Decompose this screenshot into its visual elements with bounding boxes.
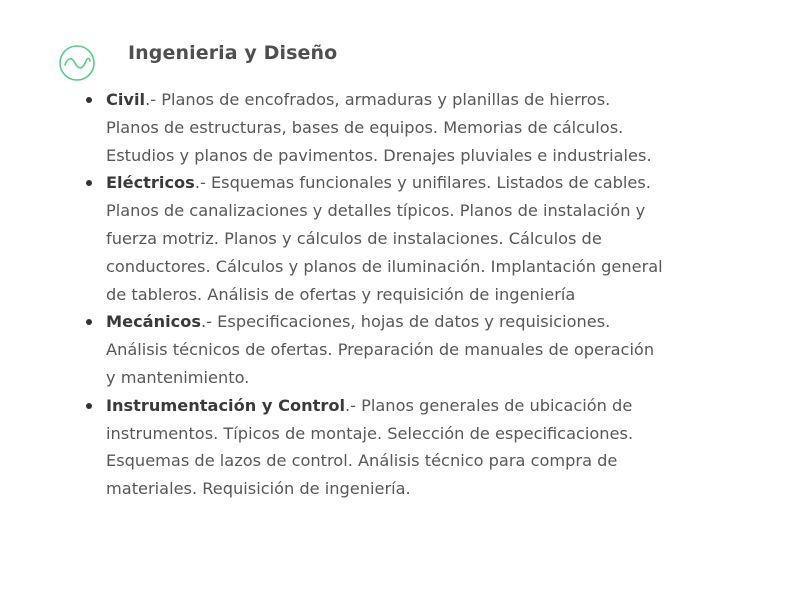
service-description: .- Especificaciones, hojas de datos y requisiciones. Análisis técnicos de ofertas. Preparación de manuales de operación y mantenimiento. <box>106 312 655 387</box>
service-item-electricos <box>106 169 666 308</box>
service-name: Civil <box>106 90 146 109</box>
services-list <box>106 86 666 503</box>
service-name: Eléctricos <box>106 173 195 193</box>
service-item-civil <box>106 86 666 169</box>
wave-circle-icon <box>58 44 96 82</box>
service-item-instrumentacion-control <box>106 392 666 503</box>
service-description: .- Esquemas funcionales y unifilares. Listados de cables. Planos de canalizaciones y detalles típicos. Planos de instalación y fuerza motriz. Planos y cálculos de instalaciones. Cálculos de conductores. Cálculos y planos de iluminación. Implantación general de tableros. Análisis de ofertas y requisición de ingeniería <box>106 173 663 304</box>
service-name: Mecánicos <box>106 312 202 332</box>
section-title: Ingenieria y Diseño <box>128 42 338 64</box>
service-name: Instrumentación y Control <box>106 395 345 415</box>
service-description: .- Planos de encofrados, armaduras y planillas de hierros. Planos de estructuras, bases de equipos. Memorias de cálculos. Estudios y planos de pavimentos. Drenajes pluviales e industriales. <box>106 90 652 165</box>
service-item-mecanicos <box>106 308 666 391</box>
service-description: .- Planos generales de ubicación de instrumentos. Típicos de montaje. Selección de especificaciones. Esquemas de lazos de control. Análisis técnico para compra de materiales. Requisición de ingeniería. <box>106 395 634 499</box>
